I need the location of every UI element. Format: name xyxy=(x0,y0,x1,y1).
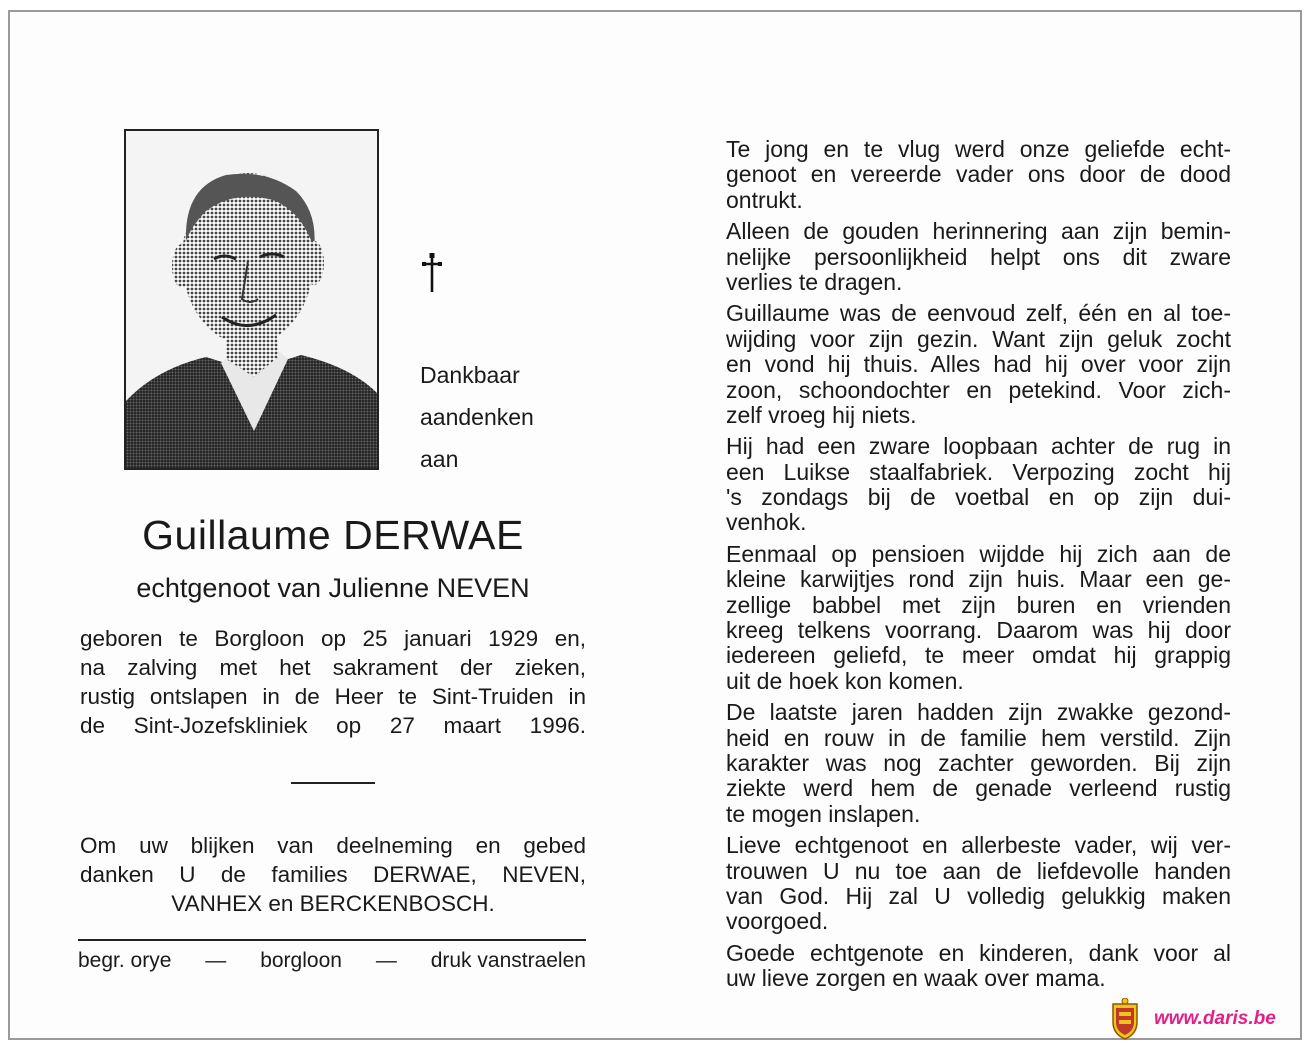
eulogy-line: uit de hoek kon komen. xyxy=(726,667,964,694)
dedication xyxy=(420,354,534,480)
portrait-photo xyxy=(124,129,379,470)
eulogy-line: genoot en vereerde vader ons door de dood xyxy=(726,161,1231,188)
eulogy-line: Lieve echtgenoot en allerbeste vader, wij ver- xyxy=(726,832,1231,859)
biography-line: de Sint-Jozefskliniek op 27 maart 1996. xyxy=(80,713,586,738)
eulogy-line: uw lieve zorgen en waak over mama. xyxy=(726,965,1106,992)
eulogy-line: kreeg telkens voorrang. Daarom was hij door xyxy=(726,617,1231,644)
eulogy-line: kleine karwijtjes rond zijn huis. Maar een ge- xyxy=(726,566,1231,593)
eulogy-line: voorgoed. xyxy=(726,908,829,935)
eulogy-text xyxy=(726,137,1231,998)
dedication-line: aandenken xyxy=(420,404,534,430)
biography-line: rustig ontslapen in de Heer te Sint-Truiden in xyxy=(80,684,586,709)
credit-item: begr. orye xyxy=(78,949,172,972)
biography-line: na zalving met het sakrament der zieken, xyxy=(80,655,586,680)
eulogy-line: 's zondags bij de voetbal en op zijn dui- xyxy=(726,484,1231,511)
eulogy-paragraph xyxy=(726,219,1231,295)
eulogy-line: nelijke persoonlijkheid helpt ons dit zware xyxy=(726,243,1231,270)
credit-item: borgloon xyxy=(260,949,342,972)
eulogy-line: Goede echtgenote en kinderen, dank voor al xyxy=(726,939,1231,966)
eulogy-line: Hij had een zware loopbaan achter de rug in xyxy=(726,433,1231,460)
eulogy-line: verlies te dragen. xyxy=(726,268,903,295)
thanks-line: Om uw blijken van deelneming en gebed xyxy=(80,833,586,858)
dedication-line: Dankbaar xyxy=(420,362,520,388)
eulogy-line: van God. Hij zal U volledig gelukkig maken xyxy=(726,882,1231,909)
thanks-block xyxy=(80,831,586,918)
credit-separator: — xyxy=(375,949,397,972)
eulogy-paragraph xyxy=(726,434,1231,536)
eulogy-paragraph xyxy=(726,941,1231,992)
dedication-line: aan xyxy=(420,446,459,472)
eulogy-paragraph xyxy=(726,137,1231,213)
eulogy-line: venhok. xyxy=(726,509,807,536)
deceased-name: Guillaume DERWAE xyxy=(142,512,524,558)
eulogy-line: te mogen inslapen. xyxy=(726,800,921,827)
eulogy-paragraph xyxy=(726,301,1231,428)
eulogy-line: Eenmaal op pensioen wijdde hij zich aan de xyxy=(726,540,1231,567)
eulogy-line: wijding voor zijn gezin. Want zijn geluk zocht xyxy=(726,325,1231,352)
spouse-line: echtgenoot van Julienne NEVEN xyxy=(136,573,530,603)
divider xyxy=(291,782,375,784)
eulogy-line: Te jong en te vlug werd onze geliefde echt- xyxy=(726,136,1231,162)
eulogy-line: karakter was nog zachter geworden. Bij zijn xyxy=(726,749,1231,776)
eulogy-paragraph xyxy=(726,700,1231,827)
eulogy-line: heid en rouw in de familie hem verstild. Zijn xyxy=(726,724,1231,751)
thanks-line: VANHEX en BERCKENBOSCH. xyxy=(171,891,495,916)
eulogy-line: Guillaume was de eenvoud zelf, één en al toe- xyxy=(726,300,1231,327)
credit-item: druk vanstraelen xyxy=(430,949,586,972)
eulogy-line: een Luikse staalfabriek. Verpozing zocht hij xyxy=(726,458,1231,485)
eulogy-line: en vond hij thuis. Alles had hij over voor zijn xyxy=(726,351,1231,378)
eulogy-paragraph xyxy=(726,833,1231,935)
cross-icon xyxy=(420,252,444,294)
eulogy-line: iedereen geliefd, te meer omdat hij grappig xyxy=(726,642,1231,669)
watermark xyxy=(1110,996,1276,1042)
eulogy-line: trouwen U nu toe aan de liefdevolle handen xyxy=(726,857,1231,884)
thanks-line: danken U de families DERWAE, NEVEN, xyxy=(80,862,586,887)
eulogy-line: zelf vroeg hij niets. xyxy=(726,401,917,428)
eulogy-line: ziekte werd hem de genade verleend rustig xyxy=(726,775,1231,802)
eulogy-line: Alleen de gouden herinnering aan zijn bemin- xyxy=(726,218,1231,245)
eulogy-line: zellige babbel met zijn buren en vrienden xyxy=(726,591,1231,618)
printer-credits xyxy=(78,947,586,975)
crest-icon xyxy=(1110,998,1140,1040)
eulogy-line: zoon, schoondochter en petekind. Voor zich- xyxy=(726,376,1231,403)
eulogy-line: ontrukt. xyxy=(726,186,803,213)
credit-separator: — xyxy=(205,949,227,972)
eulogy-paragraph xyxy=(726,542,1231,694)
portrait-image xyxy=(126,131,377,468)
divider xyxy=(78,939,586,941)
eulogy-line: De laatste jaren hadden zijn zwakke gezond- xyxy=(726,699,1231,726)
biography-block xyxy=(80,624,586,740)
watermark-text[interactable]: www.daris.be xyxy=(1154,1008,1276,1029)
biography-line: geboren te Borgloon op 25 januari 1929 en, xyxy=(80,626,586,651)
